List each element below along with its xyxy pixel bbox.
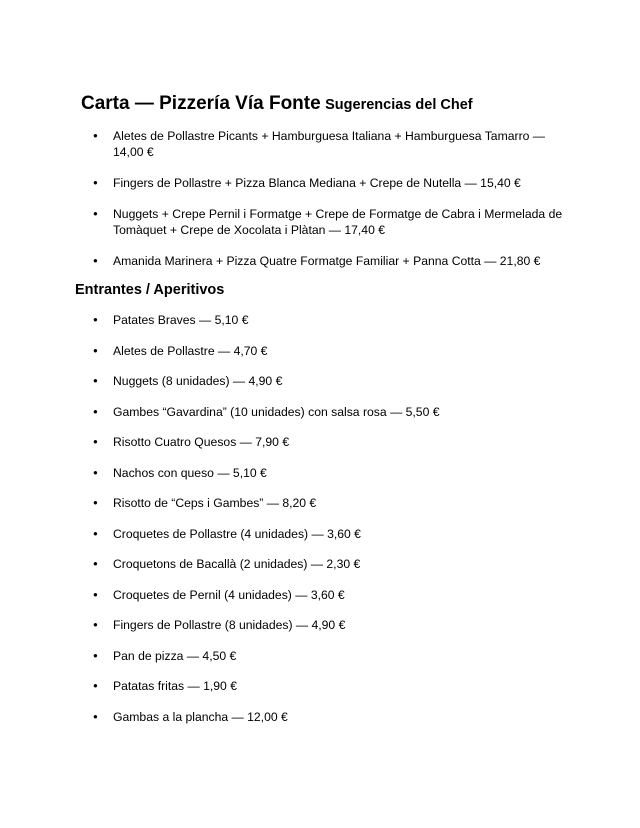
list-item: ● Amanida Marinera + Pizza Quatre Formatge Familiar + Panna Cotta — 21,80 € bbox=[93, 253, 573, 269]
list-item: ● Croquetes de Pollastre (4 unidades) — 3,60 € bbox=[93, 526, 573, 542]
entrantes-heading: Entrantes / Aperitivos bbox=[75, 282, 225, 298]
list-item: ● Nuggets + Crepe Pernil i Formatge + Crepe de Formatge de Cabra i Mermelada de Tomàquet + Crepe de Xocolata i Plàtan — 17,40 € bbox=[93, 206, 573, 238]
document-title-line bbox=[81, 93, 473, 115]
list-item: ● Nachos con queso — 5,10 € bbox=[93, 465, 573, 481]
list-item: ● Gambes “Gavardina” (10 unidades) con salsa rosa — 5,50 € bbox=[93, 404, 573, 420]
list-item: ● Risotto Cuatro Quesos — 7,90 € bbox=[93, 434, 573, 450]
chef-suggestions-list bbox=[93, 128, 573, 284]
list-item: ● Nuggets (8 unidades) — 4,90 € bbox=[93, 373, 573, 389]
list-item: ● Croquetes de Pernil (4 unidades) — 3,60 € bbox=[93, 587, 573, 603]
chef-suggestions-heading: Sugerencias del Chef bbox=[325, 97, 473, 113]
list-item: ● Patatas fritas — 1,90 € bbox=[93, 678, 573, 694]
list-item: ● Gambas a la plancha — 12,00 € bbox=[93, 709, 573, 725]
list-item: ● Aletes de Pollastre — 4,70 € bbox=[93, 343, 573, 359]
list-item: ● Aletes de Pollastre Picants + Hamburguesa Italiana + Hamburguesa Tamarro — 14,00 € bbox=[93, 128, 573, 160]
list-item: ● Fingers de Pollastre + Pizza Blanca Mediana + Crepe de Nutella — 15,40 € bbox=[93, 175, 573, 191]
list-item: ● Pan de pizza — 4,50 € bbox=[93, 648, 573, 664]
list-item: ● Croquetons de Bacallà (2 unidades) — 2,30 € bbox=[93, 556, 573, 572]
list-item: ● Risotto de “Ceps i Gambes” — 8,20 € bbox=[93, 495, 573, 511]
list-item: ● Fingers de Pollastre (8 unidades) — 4,90 € bbox=[93, 617, 573, 633]
entrantes-list bbox=[93, 312, 573, 739]
list-item: ● Patates Braves — 5,10 € bbox=[93, 312, 573, 328]
document-title: Carta — Pizzería Vía Fonte bbox=[81, 93, 321, 114]
